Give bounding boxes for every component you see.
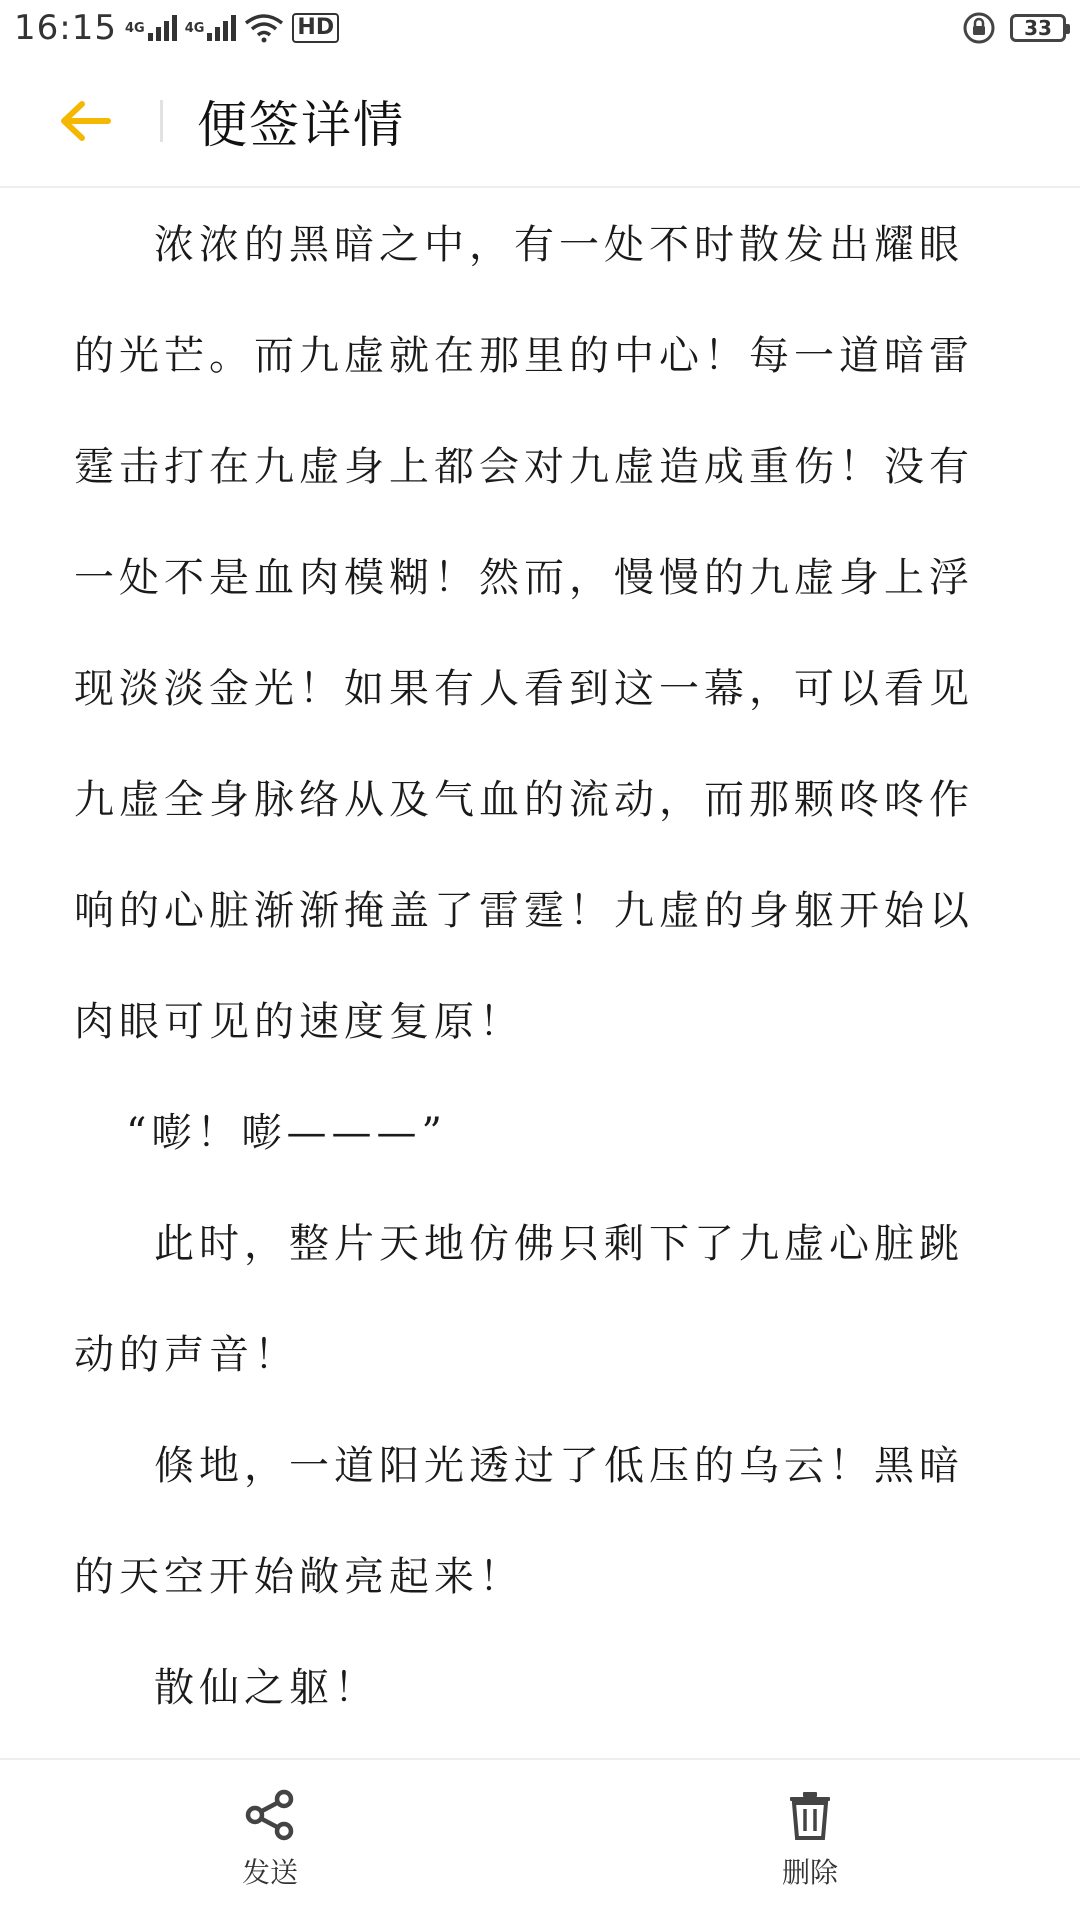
send-button[interactable]	[0, 1760, 540, 1920]
wifi-icon	[244, 13, 284, 43]
signal-1	[125, 15, 177, 41]
note-paragraph: 浓浓的黑暗之中，有一处不时散发出耀眼的光芒。而九虚就在那里的中心！每一道暗雷霆击打在九虚身上都会对九虚造成重伤！没有一处不是血肉模糊！然而，慢慢的九虚身上浮现淡淡金光！如果有人看到这一幕，可以看见九虚全身脉络从及气血的流动，而那颗咚咚作响的心脏渐渐掩盖了雷霆！九虚的身躯开始以肉眼可见的速度复原！	[74, 222, 974, 1045]
note-content[interactable]	[74, 190, 994, 1758]
note-paragraph: “嘭！嘭———”	[126, 1110, 447, 1156]
back-button[interactable]	[40, 56, 130, 186]
network-type-2: 4G	[184, 21, 205, 36]
battery-icon	[1010, 14, 1066, 42]
network-type-1: 4G	[124, 21, 145, 36]
battery-level: 33	[1024, 16, 1052, 40]
status-time: 16:15	[14, 8, 117, 48]
signal-bars-icon	[207, 15, 236, 41]
share-icon	[244, 1789, 296, 1841]
arrow-left-icon	[58, 99, 112, 143]
header-divider	[160, 100, 163, 142]
page-title: 便签详情	[197, 96, 405, 154]
rotation-lock-icon	[962, 11, 996, 45]
hd-voice-badge: HD	[292, 13, 339, 43]
status-right	[962, 11, 1066, 45]
signal-bars-icon	[148, 15, 177, 41]
status-left	[14, 8, 339, 48]
note-paragraph: 散仙之躯！	[154, 1665, 379, 1711]
status-bar	[0, 0, 1080, 56]
send-label: 发送	[241, 1856, 298, 1889]
note-paragraph: 倏地，一道阳光透过了低压的乌云！黑暗的天空开始敞亮起来！	[74, 1443, 964, 1600]
app-header	[0, 56, 1080, 188]
delete-label: 删除	[781, 1856, 838, 1889]
note-paragraph: 此时，整片天地仿佛只剩下了九虚心脏跳动的声音！	[74, 1221, 964, 1378]
signal-2	[185, 15, 237, 41]
trash-icon	[784, 1789, 836, 1841]
delete-button[interactable]	[540, 1760, 1080, 1920]
bottom-toolbar	[0, 1758, 1080, 1920]
